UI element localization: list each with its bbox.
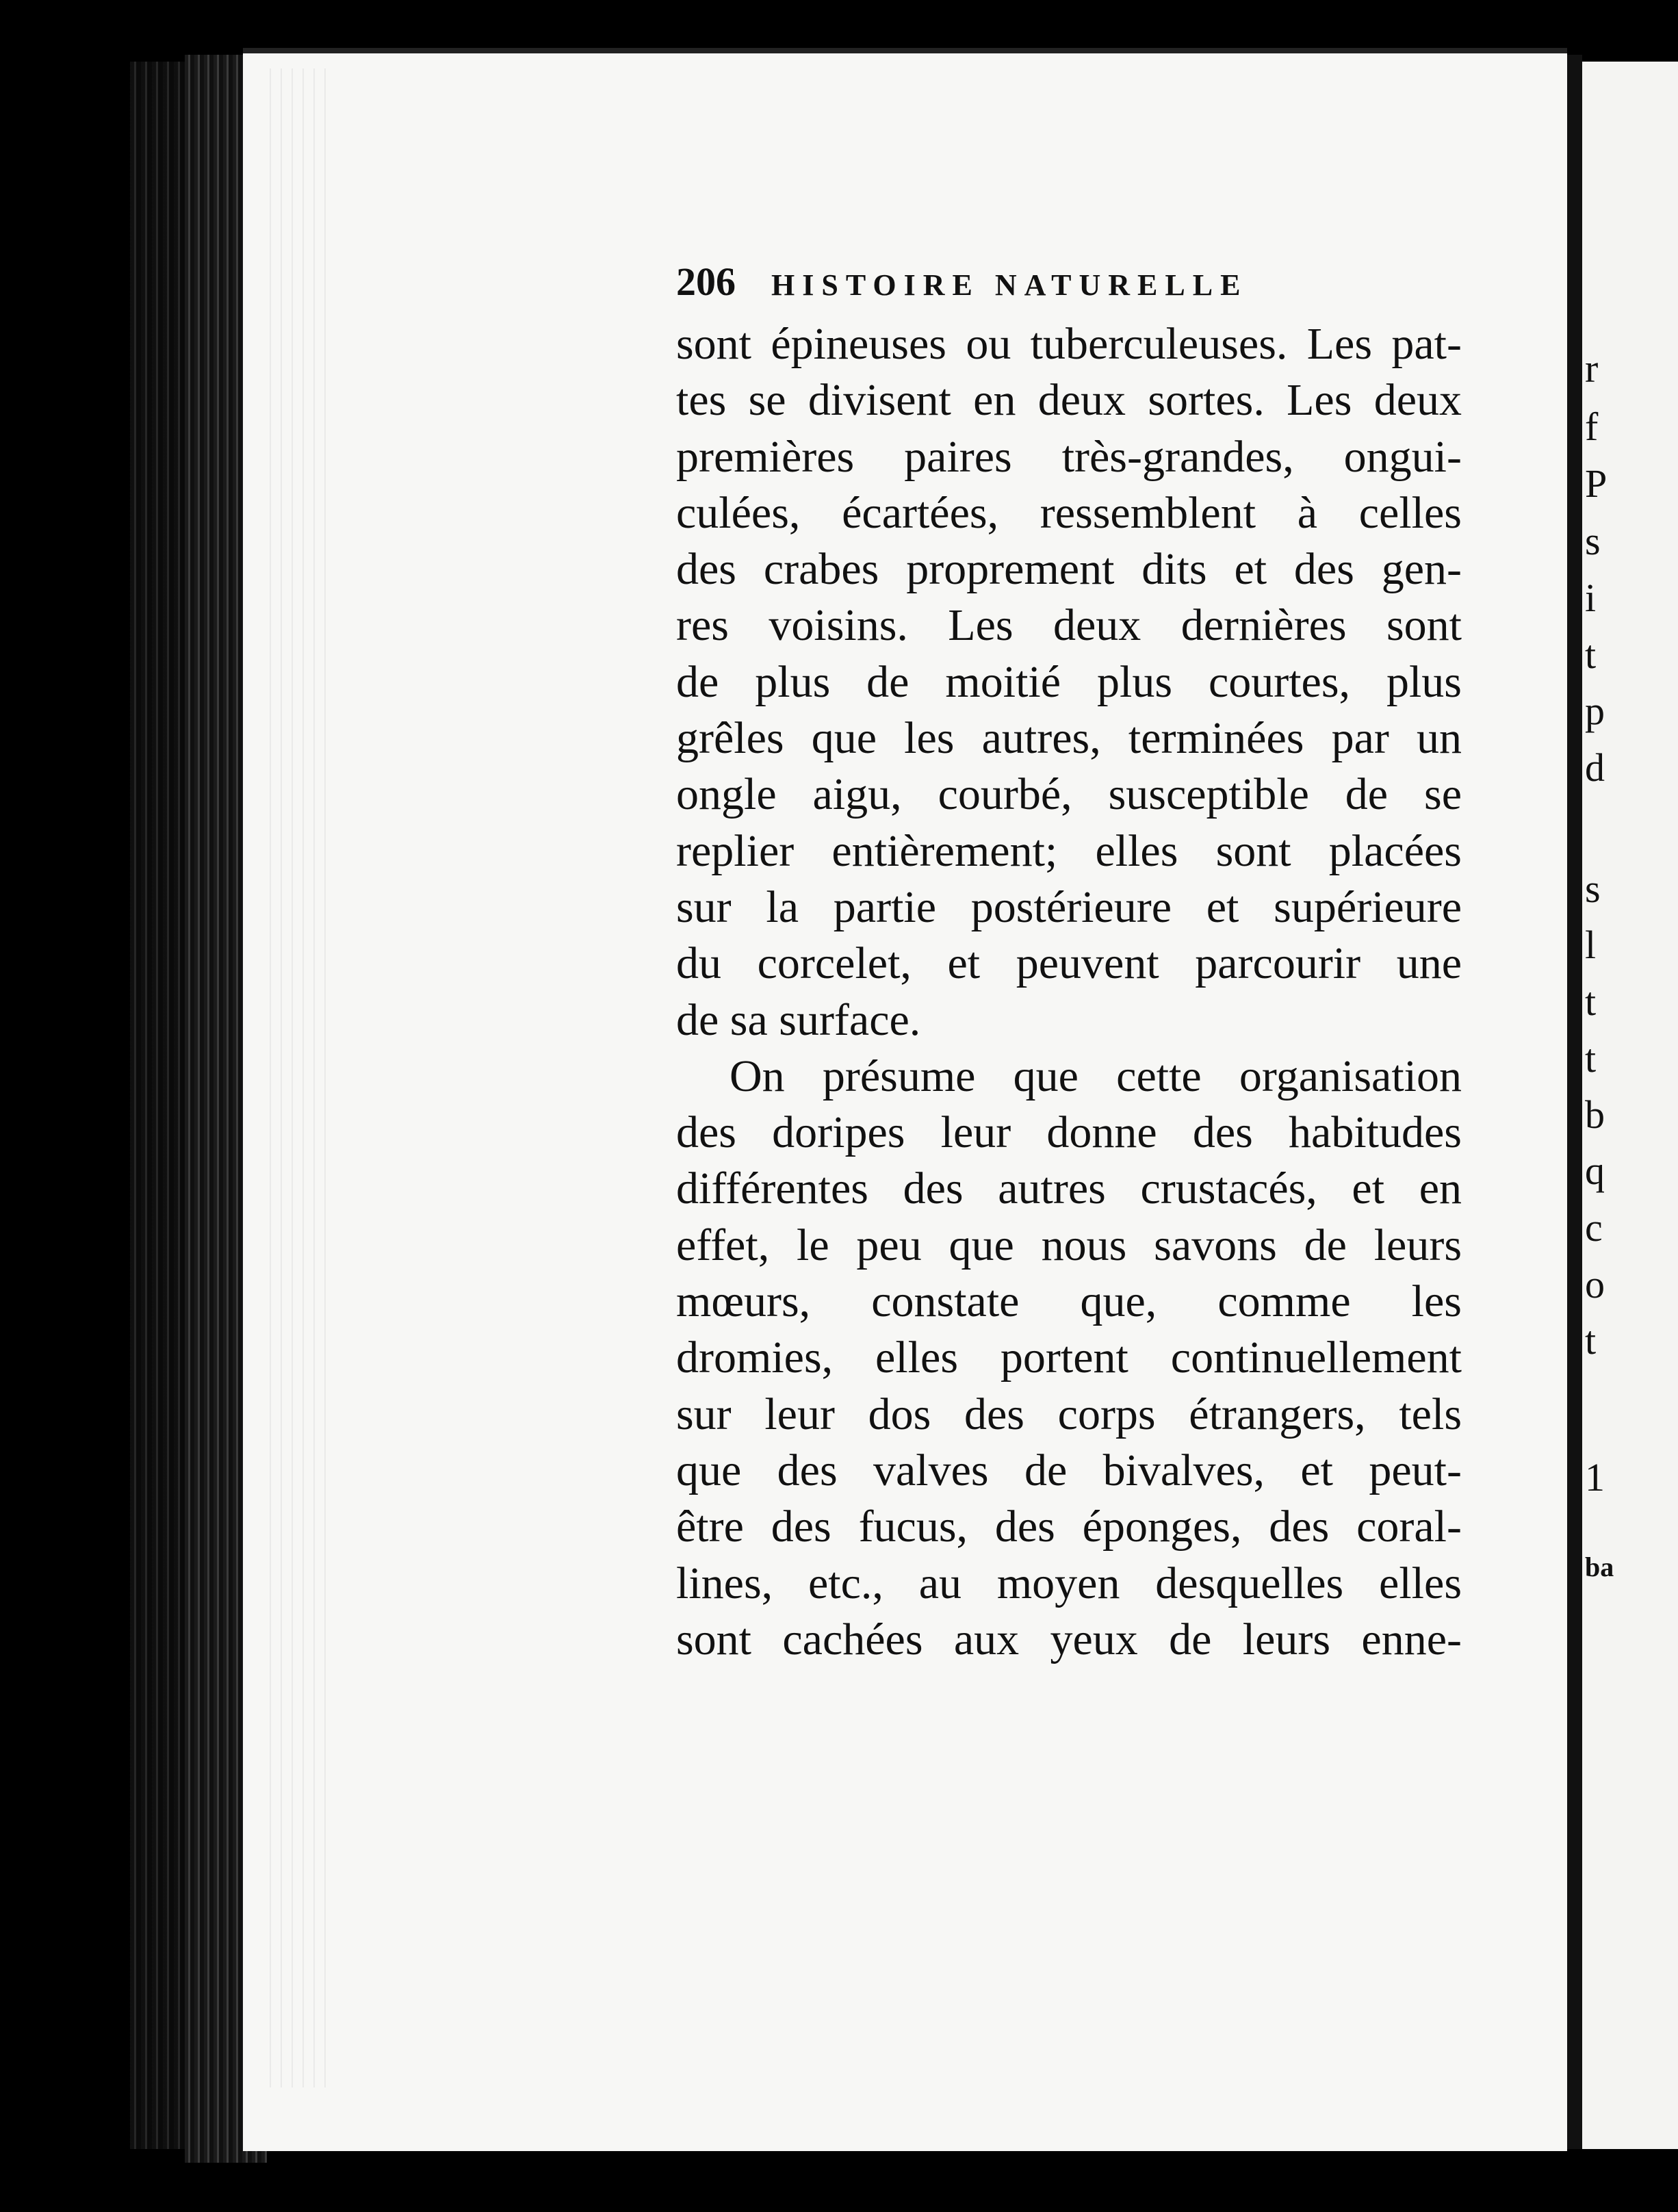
facing-page-fragment: l: [1585, 923, 1597, 967]
text-line: effet, le peu que nous savons de leurs: [676, 1220, 1462, 1270]
text-line: de plus de moitié plus courtes, plus: [676, 656, 1462, 707]
text-line: grêles que les autres, terminées par un: [676, 713, 1462, 764]
page-number: 206: [676, 259, 736, 304]
facing-page-fragment: s: [1585, 519, 1601, 563]
text-line: ongle aigu, courbé, susceptible de se: [676, 769, 1462, 820]
facing-page-fragment: p: [1585, 689, 1605, 733]
book-spine-left: [130, 62, 185, 2149]
text-line: lines, etc., au moyen desquelles elles: [676, 1558, 1462, 1608]
text-line: sur la partie postérieure et supérieure: [676, 882, 1462, 932]
text-line: res voisins. Les deux dernières sont: [676, 600, 1462, 651]
text-line: tes se divisent en deux sortes. Les deux: [676, 375, 1462, 426]
facing-page-fragment: P: [1585, 461, 1608, 506]
page-gutter: [1567, 55, 1582, 2149]
facing-page-fragment: ba: [1585, 1552, 1614, 1582]
text-line: mœurs, constate que, comme les: [676, 1276, 1462, 1327]
text-line: du corcelet, et peuvent parcourir une: [676, 938, 1462, 989]
text-line: différentes des autres crustacés, et en: [676, 1163, 1462, 1214]
running-head: HISTOIRE NATURELLE: [771, 268, 1248, 302]
facing-page-fragment: 1: [1585, 1455, 1605, 1500]
text-line: sont cachées aux yeux de leurs enne-: [676, 1614, 1462, 1664]
facing-page-fragment: d: [1585, 745, 1605, 790]
text-line: replier entièrement; elles sont placées: [676, 825, 1462, 876]
facing-page-fragment: t: [1585, 1318, 1597, 1363]
text-line: que des valves de bivalves, et peut-: [676, 1445, 1462, 1495]
facing-page-fragment: f: [1585, 404, 1599, 449]
text-line: de sa surface.: [676, 994, 921, 1045]
facing-page-fragment: c: [1585, 1205, 1603, 1250]
facing-page-fragment: s: [1585, 866, 1601, 911]
facing-page-fragment: t: [1585, 632, 1597, 677]
facing-page-fragment: b: [1585, 1092, 1605, 1137]
text-line: dromies, elles portent continuellement: [676, 1333, 1462, 1383]
text-line: On présume que cette organisation: [730, 1051, 1462, 1101]
facing-page-fragment: q: [1585, 1148, 1605, 1193]
text-line: sur leur dos des corps étrangers, tels: [676, 1389, 1462, 1439]
facing-page-fragment: r: [1585, 346, 1599, 391]
text-line: des doripes leur donne des habitudes: [676, 1107, 1462, 1158]
text-line: être des fucus, des éponges, des coral-: [676, 1502, 1462, 1552]
page-header: [676, 259, 1381, 307]
text-line: sont épineuses ou tuberculeuses. Les pat-: [676, 319, 1462, 369]
facing-page-fragment: i: [1585, 576, 1597, 620]
facing-page-fragment: o: [1585, 1262, 1605, 1307]
text-body: [676, 316, 1463, 1668]
page-edge-texture: [260, 68, 335, 2087]
facing-page-fragment: t: [1585, 979, 1597, 1024]
facing-page-fragment: t: [1585, 1036, 1597, 1081]
text-line: des crabes proprement dits et des gen-: [676, 544, 1462, 595]
facing-page-edge: [1582, 62, 1678, 2149]
text-line: premières paires très-grandes, ongui-: [676, 431, 1462, 482]
text-line: culées, écartées, ressemblent à celles: [676, 487, 1462, 538]
